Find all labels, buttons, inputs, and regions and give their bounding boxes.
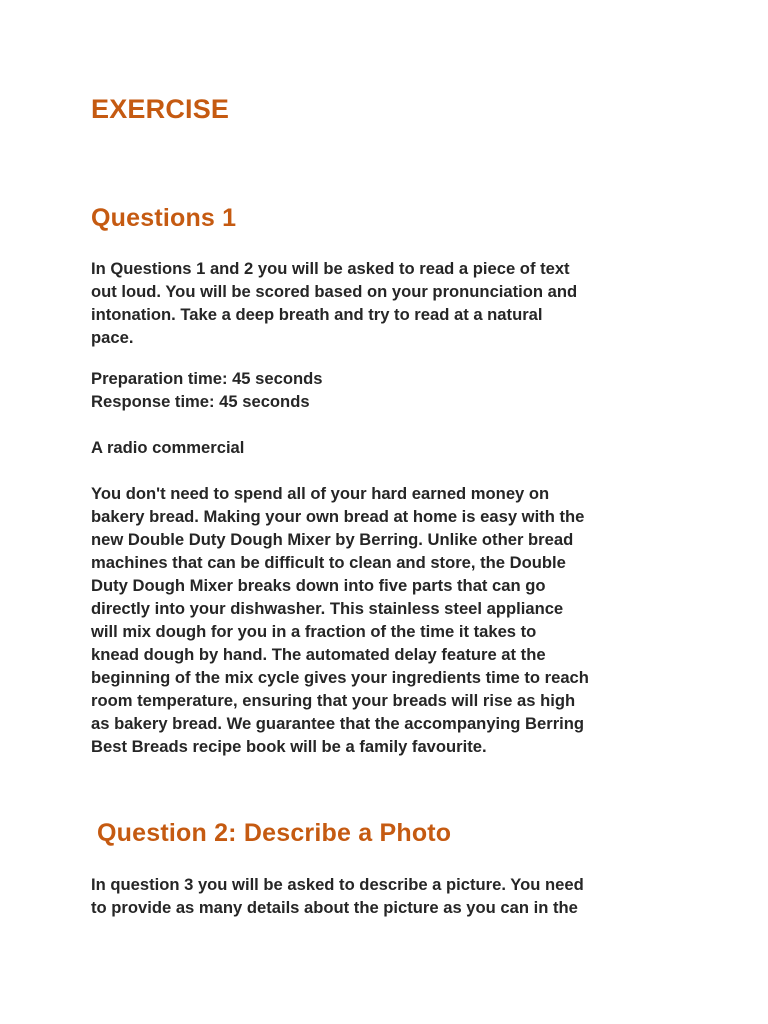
- text-line: Best Breads recipe book will be a family favourite.: [91, 737, 487, 756]
- question-1-instructions: [91, 257, 711, 349]
- question-1-heading: Questions 1: [91, 204, 237, 232]
- commercial-passage: [91, 482, 711, 758]
- text-line: knead dough by hand. The automated delay feature at the: [91, 645, 546, 664]
- text-line: intonation. Take a deep breath and try to read at a natural: [91, 305, 543, 324]
- response-time: Response time: 45 seconds: [91, 392, 310, 411]
- text-line: In Questions 1 and 2 you will be asked to read a piece of text: [91, 259, 570, 278]
- text-line: In question 3 you will be asked to describe a picture. You need: [91, 875, 584, 894]
- text-type-label: A radio commercial: [91, 438, 245, 457]
- text-line: new Double Duty Dough Mixer by Berring. Unlike other bread: [91, 530, 574, 549]
- text-line: will mix dough for you in a fraction of the time it takes to: [91, 622, 537, 641]
- text-line: directly into your dishwasher. This stainless steel appliance: [91, 599, 564, 618]
- question-2-heading: Question 2: Describe a Photo: [97, 819, 452, 847]
- preparation-time: Preparation time: 45 seconds: [91, 369, 323, 388]
- text-line: as bakery bread. We guarantee that the accompanying Berring: [91, 714, 585, 733]
- timing-info: [91, 367, 711, 413]
- text-line: pace.: [91, 328, 134, 347]
- text-line: beginning of the mix cycle gives your ingredients time to reach: [91, 668, 589, 687]
- text-line: You don't need to spend all of your hard earned money on: [91, 484, 550, 503]
- text-line: room temperature, ensuring that your breads will rise as high: [91, 691, 576, 710]
- page-title: EXERCISE: [91, 94, 230, 124]
- text-line: Duty Dough Mixer breaks down into five parts that can go: [91, 576, 546, 595]
- text-line: machines that can be difficult to clean and store, the Double: [91, 553, 566, 572]
- text-line: out loud. You will be scored based on your pronunciation and: [91, 282, 578, 301]
- question-2-instructions: [91, 873, 711, 919]
- text-line: bakery bread. Making your own bread at home is easy with the: [91, 507, 585, 526]
- text-line: to provide as many details about the picture as you can in the: [91, 898, 578, 917]
